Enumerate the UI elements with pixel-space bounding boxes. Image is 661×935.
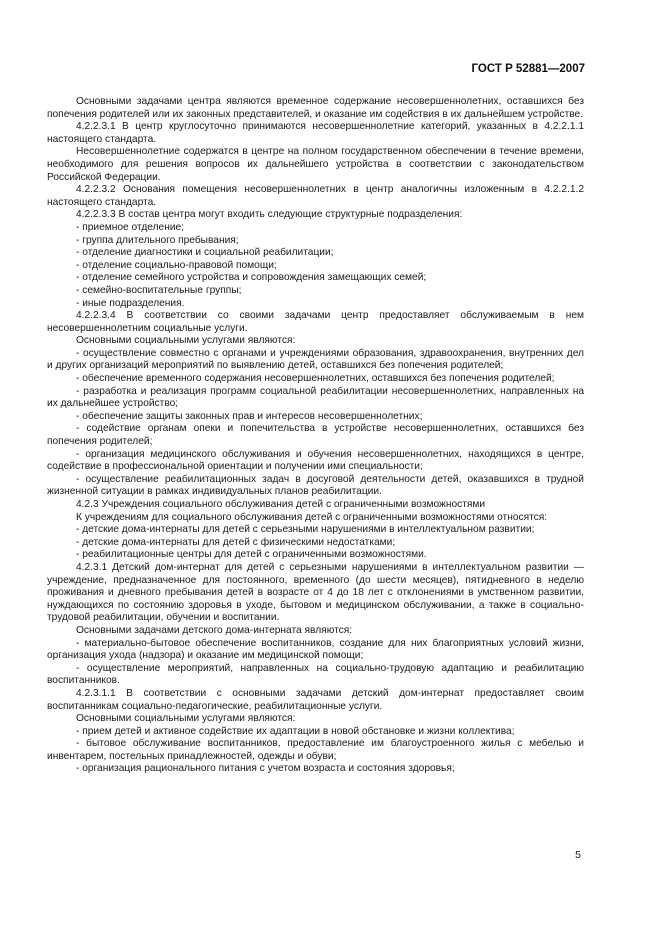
list-item: - отделение социально-правовой помощи; [76,259,277,271]
paragraph: 4.2.3.1 Детский дом-интернат для детей с серьезными нарушениями в интеллектуальном развитии — учреждение, предназначенное для постоянного, временного (до шести месяцев), пятидневного в неделю проживания и дневного пребывания детей в возрасте от 4 до 18 лет с отклонениями в умственном развитии, нуждающихся по состоянию здоровья в уходе, бытовом и медицинском обслуживании, а также в социально-трудовой реабилитации, обучении и воспитании. [47,561,584,624]
list-item: - приемное отделение; [76,221,185,233]
list-item: - семейно-воспитательные группы; [76,284,242,296]
list-item: - организация рационального питания с учетом возраста и состояния здоровья; [76,763,455,775]
document-body [47,96,584,776]
list-item: - обеспечение защиты законных прав и интересов несовершеннолетних; [76,410,423,422]
list-item: - детские дома-интернаты для детей с серьезными нарушениями в интеллектуальном развитии; [76,524,535,536]
paragraph: Основными задачами детского дома-интерната являются: [76,624,353,636]
list-item: - осуществление мероприятий, направленных на социально-трудовую адаптацию и реабилитацию воспитанников. [47,662,584,687]
paragraph: К учреждениям для социального обслуживания детей с ограниченными возможностями относятся: [76,511,548,523]
list-item: - организация медицинского обслуживания и обучения несовершеннолетних, находящихся в центре, содействие в профессиональной ориентации и получении ими специальности; [47,448,584,473]
list-item: - прием детей и активное содействие их адаптации в новой обстановке и жизни коллектива; [76,725,515,737]
list-item: - осуществление реабилитационных задач в досуговой деятельности детей, оказавшихся в трудной жизненной ситуации в рамках индивидуальных планов реабилитации. [47,473,584,498]
list-item: - осуществление совместно с органами и учреждениями образования, здравоохранения, внутренних дел и других организаций мероприятий по выявлению детей, оставшихся без попечения родителей; [47,347,584,372]
section-heading: 4.2.3 Учреждения социального обслуживания детей с ограниченными возможностями [76,499,486,510]
list-item: - группа длительного пребывания; [76,234,239,246]
paragraph: Основными социальными услугами являются: [76,335,296,347]
list-item: - иные подразделения. [76,297,185,309]
list-item: - бытовое обслуживание воспитанников, предоставление им благоустроенного жилья с мебелью и инвентарем, постельных принадлежностей, одежды и обуви; [47,738,584,762]
list-item: - отделение диагностики и социальной реабилитации; [76,247,334,259]
list-item: - материально-бытовое обеспечение воспитанников, создание для них благоприятных условий жизни, организация ухода (надзора) и оказание им медицинской помощи; [47,637,584,662]
list-item: - отделение семейного устройства и сопровождения замещающих семей; [76,272,427,284]
list-item: - разработка и реализация программ социальной реабилитации несовершеннолетних, направленных на их дальнейшее устройство; [47,385,584,410]
paragraph: 4.2.3.1.1 В соответствии с основными задачами детский дом-интернат предоставляет своим воспитанникам социально-педагогические, реабилитационные услуги. [47,687,584,712]
document-id: ГОСТ Р 52881—2007 [471,63,585,75]
paragraph: 4.2.2.3.2 Основания помещения несовершеннолетних в центр аналогичны изложенным в 4.2.2.1.2 настоящего стандарта. [47,184,584,208]
page-number: 5 [575,849,581,861]
paragraph: Основными социальными услугами являются: [76,713,296,725]
list-item: - реабилитационные центры для детей с ограниченными возможностями. [76,549,427,561]
paragraph: 4.2.2.3.4 В соответствии со своими задачами центр предоставляет обслуживаемым в нем несовершеннолетним социальные услуги. [47,310,584,334]
list-item: - обеспечение временного содержания несовершеннолетних, оставшихся без попечения родителей; [76,373,555,385]
list-item: - содействие органам опеки и попечительства в устройстве несовершеннолетних, оставшихся без попечения родителей; [47,423,584,448]
paragraph: 4.2.2.3.3 В состав центра могут входить следующие структурные подразделения: [76,209,463,221]
list-item: - детские дома-интернаты для детей с физическими недостатками; [76,536,396,548]
paragraph: 4.2.2.3.1 В центр круглосуточно принимаются несовершеннолетние категорий, указанных в 4.2.2.1.1 настоящего стандарта. [47,121,584,145]
paragraph: Основными задачами центра являются временное содержание несовершеннолетних, оставшихся без попечения родителей или их законных представителей, и оказание им содействия в их дальнейшем устройстве. [47,96,584,120]
paragraph: Несовершеннолетние содержатся в центре на полном государственном обеспечении в течение времени, необходимого для решения вопросов их дальнейшего устройства в соответствии с законодательством Российской Федерации. [47,146,584,183]
